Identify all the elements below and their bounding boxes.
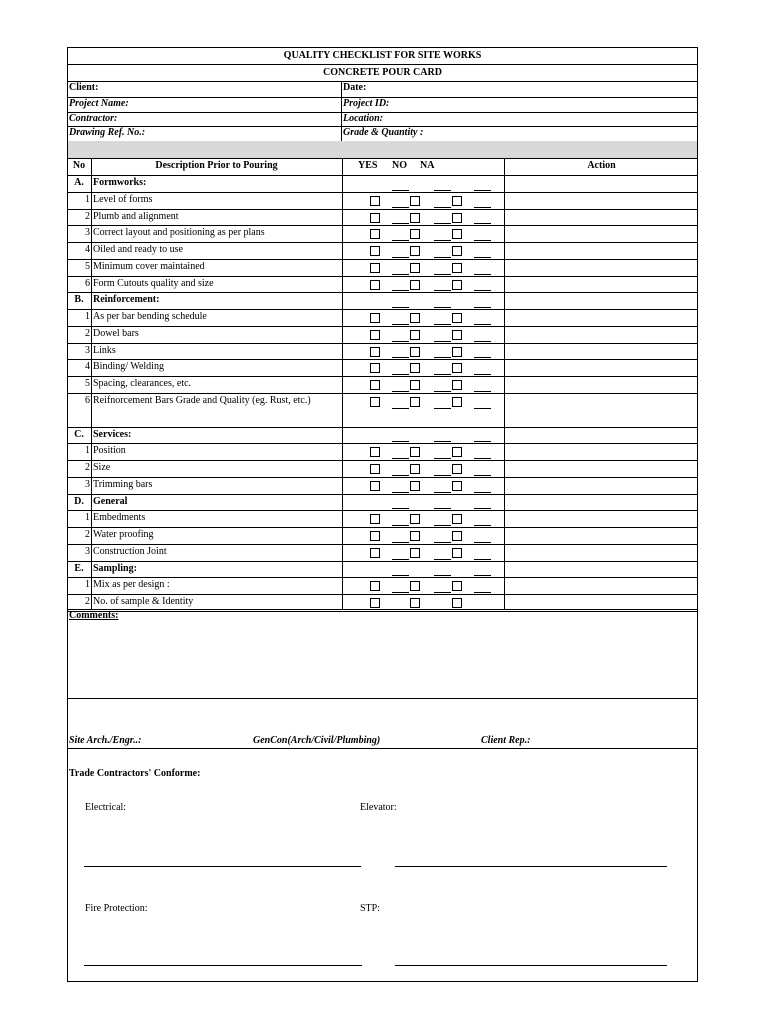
no-checkbox[interactable] xyxy=(410,447,420,457)
no-checkbox[interactable] xyxy=(410,363,420,373)
option-underline xyxy=(474,575,491,576)
checklist-item: Dowel bars xyxy=(93,327,139,339)
action-cell[interactable] xyxy=(505,343,698,360)
yes-checkbox[interactable] xyxy=(370,313,380,323)
option-underline xyxy=(392,223,409,224)
option-underline xyxy=(474,408,491,409)
col-header-no-option: NO xyxy=(392,160,407,171)
action-cell[interactable] xyxy=(505,510,698,527)
item-number: 1 xyxy=(85,193,90,205)
action-cell[interactable] xyxy=(505,460,698,477)
action-cell[interactable] xyxy=(505,376,698,393)
na-checkbox[interactable] xyxy=(452,213,462,223)
option-underline xyxy=(392,290,409,291)
option-underline xyxy=(474,559,491,560)
location-field[interactable]: Location: xyxy=(343,113,383,124)
option-underline xyxy=(434,240,451,241)
option-underline xyxy=(392,475,409,476)
item-number: 3 xyxy=(85,478,90,490)
section-letter: B. xyxy=(74,294,84,306)
checklist-item: Size xyxy=(93,462,111,473)
option-underline xyxy=(434,542,451,543)
yes-checkbox[interactable] xyxy=(370,330,380,340)
item-number: 2 xyxy=(85,210,90,222)
no-checkbox[interactable] xyxy=(410,347,420,357)
contractor-field[interactable]: Contractor: xyxy=(69,113,118,124)
option-underline xyxy=(474,257,491,258)
elevator-signature-line[interactable] xyxy=(395,866,667,867)
yes-checkbox[interactable] xyxy=(370,514,380,524)
action-cell[interactable] xyxy=(505,477,698,494)
electrical-signature-line[interactable] xyxy=(84,866,361,867)
option-underline xyxy=(474,324,491,325)
option-underline xyxy=(474,290,491,291)
no-checkbox[interactable] xyxy=(410,481,420,491)
drawing-ref-field[interactable]: Drawing Ref. No.: xyxy=(69,127,146,138)
stp-label: STP: xyxy=(360,903,381,914)
option-underline xyxy=(434,223,451,224)
option-underline xyxy=(392,441,409,442)
yes-checkbox[interactable] xyxy=(370,347,380,357)
yes-checkbox[interactable] xyxy=(370,229,380,239)
option-underline xyxy=(392,324,409,325)
yes-checkbox[interactable] xyxy=(370,447,380,457)
option-underline xyxy=(474,341,491,342)
option-underline xyxy=(392,391,409,392)
option-underline xyxy=(474,525,491,526)
option-underline xyxy=(474,492,491,493)
yes-checkbox[interactable] xyxy=(370,531,380,541)
action-cell[interactable] xyxy=(505,309,698,326)
checklist-item: Trimming bars xyxy=(93,478,153,490)
action-cell[interactable] xyxy=(505,192,698,209)
row-divider xyxy=(68,561,697,562)
option-underline xyxy=(434,592,451,593)
yes-checkbox[interactable] xyxy=(370,481,380,491)
fire-protection-label: Fire Protection: xyxy=(85,903,148,914)
section-title: Reinforcement: xyxy=(93,294,160,306)
na-checkbox[interactable] xyxy=(452,229,462,239)
action-cell[interactable] xyxy=(505,242,698,259)
option-underline xyxy=(392,592,409,593)
option-underline xyxy=(474,508,491,509)
checklist-item: Mix as per design : xyxy=(93,579,170,591)
option-underline xyxy=(474,223,491,224)
info-column-divider xyxy=(341,81,342,141)
checklist-item: Reifnorcement Bars Grade and Quality (eg. Rust, etc.) xyxy=(93,394,311,406)
option-underline xyxy=(392,274,409,275)
no-checkbox[interactable] xyxy=(410,581,420,591)
action-cell[interactable] xyxy=(505,359,698,376)
option-underline xyxy=(474,458,491,459)
option-underline xyxy=(434,559,451,560)
action-cell[interactable] xyxy=(505,326,698,343)
option-underline xyxy=(392,341,409,342)
col-header-yes: YES xyxy=(358,160,378,171)
stp-signature-line[interactable] xyxy=(395,965,667,966)
option-underline xyxy=(392,207,409,208)
na-checkbox[interactable] xyxy=(452,330,462,340)
trade-contractors-title: Trade Contractors' Conforme: xyxy=(69,768,201,779)
no-checkbox[interactable] xyxy=(410,548,420,558)
checklist-item: No. of sample & Identity xyxy=(93,596,194,607)
option-underline xyxy=(434,207,451,208)
option-underline xyxy=(434,575,451,576)
na-checkbox[interactable] xyxy=(452,363,462,373)
grade-quantity-field[interactable]: Grade & Quantity : xyxy=(343,127,424,138)
no-checkbox[interactable] xyxy=(410,598,420,608)
no-checkbox[interactable] xyxy=(410,330,420,340)
action-cell[interactable] xyxy=(505,393,698,427)
no-checkbox[interactable] xyxy=(410,213,420,223)
divider xyxy=(68,748,697,749)
option-underline xyxy=(434,290,451,291)
option-underline xyxy=(434,257,451,258)
na-checkbox[interactable] xyxy=(452,514,462,524)
item-number: 1 xyxy=(85,579,90,591)
na-checkbox[interactable] xyxy=(452,548,462,558)
option-underline xyxy=(474,307,491,308)
col-header-action: Action xyxy=(587,160,616,171)
option-underline xyxy=(434,458,451,459)
option-underline xyxy=(474,592,491,593)
option-underline xyxy=(434,492,451,493)
option-underline xyxy=(434,508,451,509)
option-underline xyxy=(434,324,451,325)
checklist-item: Level of forms xyxy=(93,193,153,205)
elevator-label: Elevator: xyxy=(360,802,397,813)
option-underline xyxy=(392,408,409,409)
option-underline xyxy=(474,391,491,392)
checklist-item: Spacing, clearances, etc. xyxy=(93,378,192,389)
form-title: QUALITY CHECKLIST FOR SITE WORKS xyxy=(283,50,482,61)
option-underline xyxy=(392,559,409,560)
row-divider xyxy=(68,427,697,428)
action-cell[interactable] xyxy=(505,225,698,242)
item-number: 3 xyxy=(85,545,90,557)
option-underline xyxy=(474,240,491,241)
item-number: 2 xyxy=(85,596,90,607)
option-underline xyxy=(434,374,451,375)
item-number: 6 xyxy=(85,277,90,289)
item-number: 4 xyxy=(85,244,90,255)
action-cell[interactable] xyxy=(505,527,698,544)
option-underline xyxy=(434,341,451,342)
divider xyxy=(68,698,697,699)
no-checkbox[interactable] xyxy=(410,313,420,323)
no-checkbox[interactable] xyxy=(410,531,420,541)
no-checkbox[interactable] xyxy=(410,397,420,407)
na-checkbox[interactable] xyxy=(452,481,462,491)
item-number: 5 xyxy=(85,378,90,389)
yes-checkbox[interactable] xyxy=(370,263,380,273)
divider xyxy=(68,81,697,82)
action-cell[interactable] xyxy=(505,443,698,460)
item-number: 1 xyxy=(85,311,90,322)
item-number: 2 xyxy=(85,462,90,473)
item-number: 3 xyxy=(85,227,90,239)
option-underline xyxy=(392,190,409,191)
client-field[interactable]: Client: xyxy=(69,82,99,93)
option-underline xyxy=(392,525,409,526)
option-underline xyxy=(434,525,451,526)
item-number: 1 xyxy=(85,512,90,524)
no-checkbox[interactable] xyxy=(410,380,420,390)
yes-checkbox[interactable] xyxy=(370,246,380,256)
no-checkbox[interactable] xyxy=(410,514,420,524)
option-underline xyxy=(434,391,451,392)
yes-checkbox[interactable] xyxy=(370,380,380,390)
section-letter: A. xyxy=(74,177,84,188)
yes-checkbox[interactable] xyxy=(370,363,380,373)
checklist-item: Form Cutouts quality and size xyxy=(93,277,214,289)
action-cell[interactable] xyxy=(505,577,698,594)
na-checkbox[interactable] xyxy=(452,531,462,541)
row-divider xyxy=(68,292,697,293)
option-underline xyxy=(392,508,409,509)
yes-checkbox[interactable] xyxy=(370,397,380,407)
checklist-item: Embedments xyxy=(93,512,146,524)
option-underline xyxy=(474,441,491,442)
na-checkbox[interactable] xyxy=(452,464,462,474)
col-header-description: Description Prior to Pouring xyxy=(155,160,278,171)
option-underline xyxy=(392,575,409,576)
option-underline xyxy=(392,307,409,308)
yes-checkbox[interactable] xyxy=(370,196,380,206)
option-underline xyxy=(474,207,491,208)
na-checkbox[interactable] xyxy=(452,196,462,206)
yes-checkbox[interactable] xyxy=(370,464,380,474)
item-number: 4 xyxy=(85,361,90,373)
na-checkbox[interactable] xyxy=(452,246,462,256)
action-cell[interactable] xyxy=(505,276,698,293)
col-header-na: NA xyxy=(420,160,435,171)
gencon-signature[interactable]: GenCon(Arch/Civil/Plumbing) xyxy=(253,735,381,746)
checklist-item: Water proofing xyxy=(93,529,154,540)
na-checkbox[interactable] xyxy=(452,581,462,591)
option-underline xyxy=(434,274,451,275)
option-underline xyxy=(474,190,491,191)
option-underline xyxy=(392,458,409,459)
divider xyxy=(68,64,697,65)
project-id-field[interactable]: Project ID: xyxy=(343,98,390,109)
section-letter: D. xyxy=(74,495,84,507)
yes-checkbox[interactable] xyxy=(370,548,380,558)
electrical-label: Electrical: xyxy=(85,802,127,813)
option-underline xyxy=(434,408,451,409)
option-underline xyxy=(392,492,409,493)
yes-checkbox[interactable] xyxy=(370,213,380,223)
no-checkbox[interactable] xyxy=(410,263,420,273)
item-number: 3 xyxy=(85,344,90,356)
checklist-item: Minimum cover maintained xyxy=(93,260,205,272)
checklist-item: As per bar bending schedule xyxy=(93,311,207,322)
no-checkbox[interactable] xyxy=(410,196,420,206)
item-number: 6 xyxy=(85,394,90,406)
na-checkbox[interactable] xyxy=(452,313,462,323)
site-arch-signature[interactable]: Site Arch./Engr..: xyxy=(69,735,142,746)
fire-protection-signature-line[interactable] xyxy=(84,965,362,966)
row-divider xyxy=(68,611,697,612)
na-checkbox[interactable] xyxy=(452,447,462,457)
option-underline xyxy=(474,475,491,476)
yes-checkbox[interactable] xyxy=(370,598,380,608)
option-underline xyxy=(434,441,451,442)
no-checkbox[interactable] xyxy=(410,246,420,256)
section-title: Formworks: xyxy=(93,177,147,188)
item-number: 2 xyxy=(85,529,90,540)
project-name-field[interactable]: Project Name: xyxy=(69,98,129,109)
section-title: Sampling: xyxy=(93,562,137,574)
no-checkbox[interactable] xyxy=(410,280,420,290)
option-underline xyxy=(392,240,409,241)
checklist-item: Position xyxy=(93,445,126,457)
option-underline xyxy=(474,274,491,275)
action-cell[interactable] xyxy=(505,544,698,561)
na-checkbox[interactable] xyxy=(452,397,462,407)
na-checkbox[interactable] xyxy=(452,263,462,273)
option-underline xyxy=(434,475,451,476)
divider xyxy=(68,609,697,610)
comments-label: Comments: xyxy=(69,610,119,621)
yes-checkbox[interactable] xyxy=(370,280,380,290)
row-divider xyxy=(68,494,697,495)
option-underline xyxy=(392,257,409,258)
date-field[interactable]: Date: xyxy=(343,82,367,93)
no-checkbox[interactable] xyxy=(410,229,420,239)
checklist-item: Correct layout and positioning as per plans xyxy=(93,227,265,239)
option-underline xyxy=(474,542,491,543)
checklist-item: Binding/ Welding xyxy=(93,361,164,373)
option-underline xyxy=(392,357,409,358)
item-number: 2 xyxy=(85,327,90,339)
client-rep-signature[interactable]: Client Rep.: xyxy=(481,735,531,746)
form-subtitle: CONCRETE POUR CARD xyxy=(323,67,442,78)
na-checkbox[interactable] xyxy=(452,347,462,357)
item-number: 1 xyxy=(85,445,90,457)
option-underline xyxy=(474,374,491,375)
checklist-item: Plumb and alignment xyxy=(93,210,179,222)
col-header-no: No xyxy=(72,160,86,171)
no-checkbox[interactable] xyxy=(410,464,420,474)
checklist-item: Oiled and ready to use xyxy=(93,244,183,255)
section-letter: C. xyxy=(74,428,84,440)
option-underline xyxy=(392,374,409,375)
option-underline xyxy=(474,357,491,358)
option-underline xyxy=(434,190,451,191)
yes-checkbox[interactable] xyxy=(370,581,380,591)
item-number: 5 xyxy=(85,260,90,272)
option-underline xyxy=(434,307,451,308)
section-title: Services: xyxy=(93,428,132,440)
option-underline xyxy=(434,357,451,358)
na-checkbox[interactable] xyxy=(452,598,462,608)
comments-area[interactable] xyxy=(68,623,697,697)
action-cell[interactable] xyxy=(505,209,698,226)
option-underline xyxy=(392,542,409,543)
na-checkbox[interactable] xyxy=(452,280,462,290)
section-title: General xyxy=(93,495,128,507)
separator-band xyxy=(68,141,697,158)
action-cell[interactable] xyxy=(505,259,698,276)
divider xyxy=(68,175,697,176)
concrete-pour-card-form xyxy=(67,47,698,982)
na-checkbox[interactable] xyxy=(452,380,462,390)
checklist-item: Links xyxy=(93,344,116,356)
checklist-item: Construction Joint xyxy=(93,545,167,557)
section-letter: E. xyxy=(74,562,84,574)
